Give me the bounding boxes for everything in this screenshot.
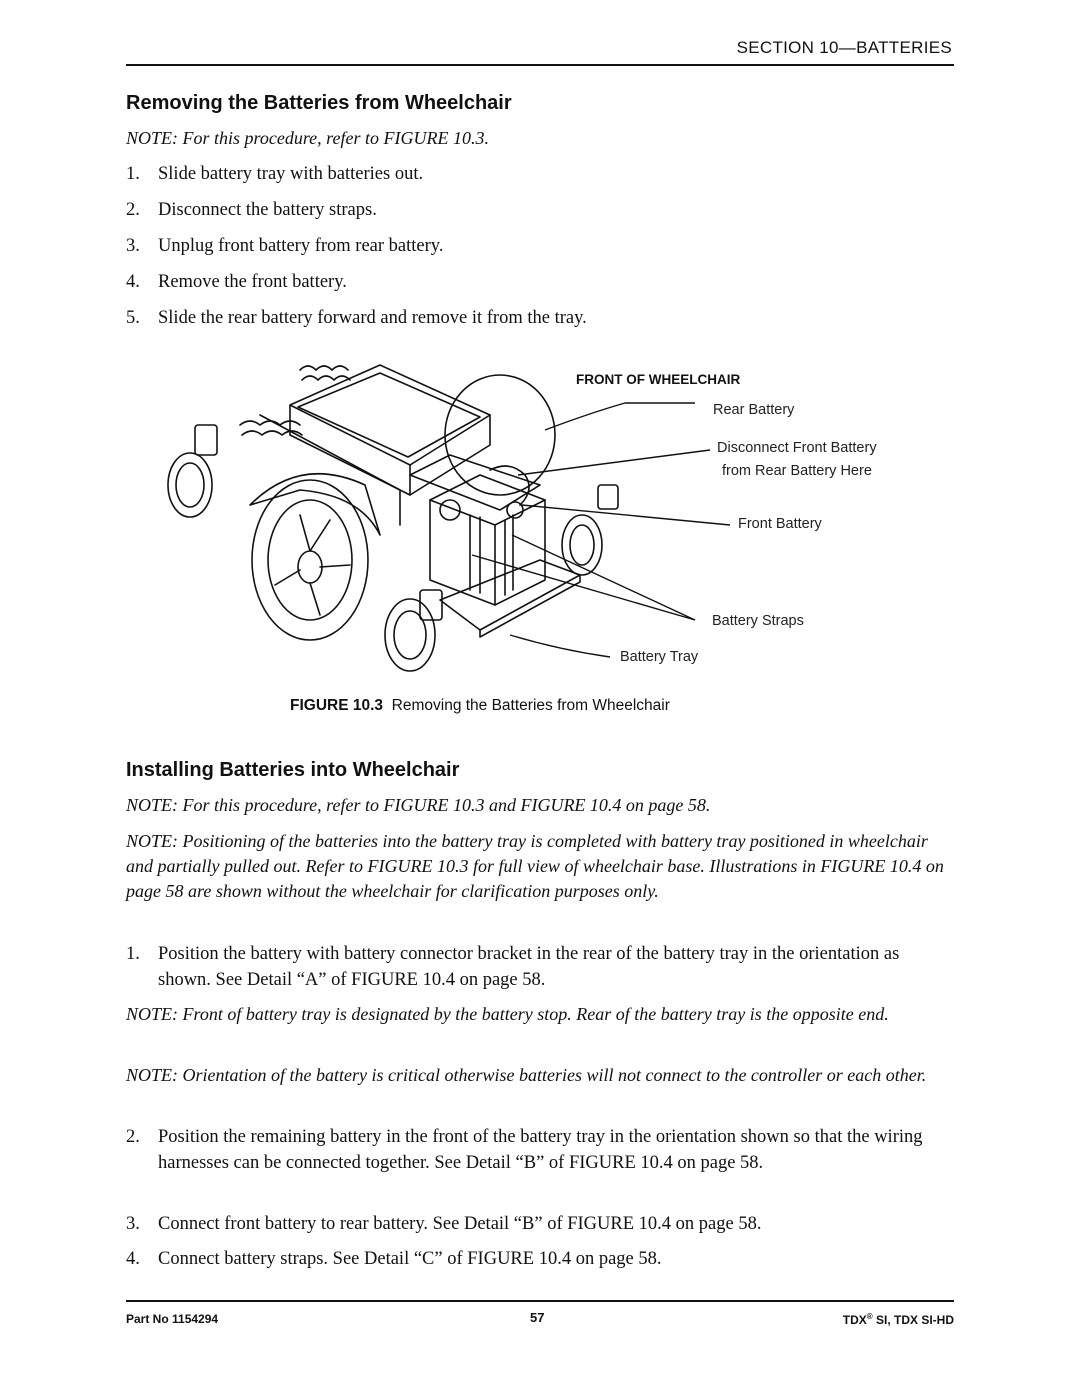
heading-installing: Installing Batteries into Wheelchair <box>126 759 460 781</box>
disconnect-leader <box>518 450 710 475</box>
heading-removing: Removing the Batteries from Wheelchair <box>126 92 512 114</box>
installing-note-2: NOTE: Positioning of the batteries into the battery tray is completed with battery tray positioned in wheelchair and partially pulled out. Refer to FIGURE 10.3 for full view of wheelchair base. Illustrations in FIGURE 10.4 on page 58 are shown without the wheelchair for clarification purposes only. <box>126 831 944 901</box>
removing-step-4: 4. Remove the front battery. <box>126 272 347 292</box>
footer-rule <box>126 1300 954 1302</box>
installing-note-4: NOTE: Orientation of the battery is critical otherwise batteries will not connect to the controller or each other. <box>126 1065 927 1085</box>
installing-note-3: NOTE: Front of battery tray is designated by the battery stop. Rear of the battery tray is the opposite end. <box>126 1004 889 1024</box>
label-disconnect-line1: Disconnect Front Battery <box>717 440 877 456</box>
footer-page-number: 57 <box>530 1310 545 1325</box>
header-rule <box>126 64 954 66</box>
rear-battery-leader <box>545 403 695 430</box>
removing-step-2: 2. Disconnect the battery straps. <box>126 200 377 220</box>
label-battery-straps: Battery Straps <box>712 613 804 629</box>
installing-step-1: 1. Position the battery with battery connector bracket in the rear of the battery tray in the orientation as shown. See Detail “A” of FIGURE 10.4 on page 58. <box>126 944 900 990</box>
installing-note-1: NOTE: For this procedure, refer to FIGURE 10.3 and FIGURE 10.4 on page 58. <box>126 795 711 815</box>
footer-model: TDX® SI, TDX SI-HD <box>842 1312 954 1327</box>
battery-tray-leader <box>510 635 610 657</box>
footer-part-number: Part No 1154294 <box>126 1312 219 1326</box>
label-front-battery: Front Battery <box>738 516 822 532</box>
installing-step-2: 2. Position the remaining battery in the front of the battery tray in the orientation shown so that the wiring harnesses can be connected together. See Detail “B” of FIGURE 10.4 on page 58. <box>126 1127 923 1173</box>
installing-step-4: 4. Connect battery straps. See Detail “C” of FIGURE 10.4 on page 58. <box>126 1249 662 1269</box>
label-disconnect-line2: from Rear Battery Here <box>722 463 872 479</box>
rear-wheel-right <box>445 375 555 495</box>
removing-step-1: 1. Slide battery tray with batteries out. <box>126 164 424 184</box>
front-battery-leader <box>522 505 730 525</box>
label-rear-battery: Rear Battery <box>713 402 795 418</box>
removing-note: NOTE: For this procedure, refer to FIGURE 10.3. <box>126 128 489 148</box>
front-of-wheelchair-label: FRONT OF WHEELCHAIR <box>576 372 741 387</box>
figure-caption-text: Removing the Batteries from Wheelchair <box>391 697 670 714</box>
figure-caption <box>290 697 670 715</box>
installing-step-3: 3. Connect front battery to rear battery. See Detail “B” of FIGURE 10.4 on page 58. <box>126 1214 762 1234</box>
battery-tray <box>440 560 580 630</box>
removing-step-3: 3. Unplug front battery from rear battery. <box>126 236 444 256</box>
figure-number: FIGURE 10.3 <box>290 697 384 714</box>
removing-step-5: 5. Slide the rear battery forward and remove it from the tray. <box>126 308 587 328</box>
section-header: SECTION 10—BATTERIES <box>736 38 952 57</box>
label-battery-tray: Battery Tray <box>620 649 699 665</box>
